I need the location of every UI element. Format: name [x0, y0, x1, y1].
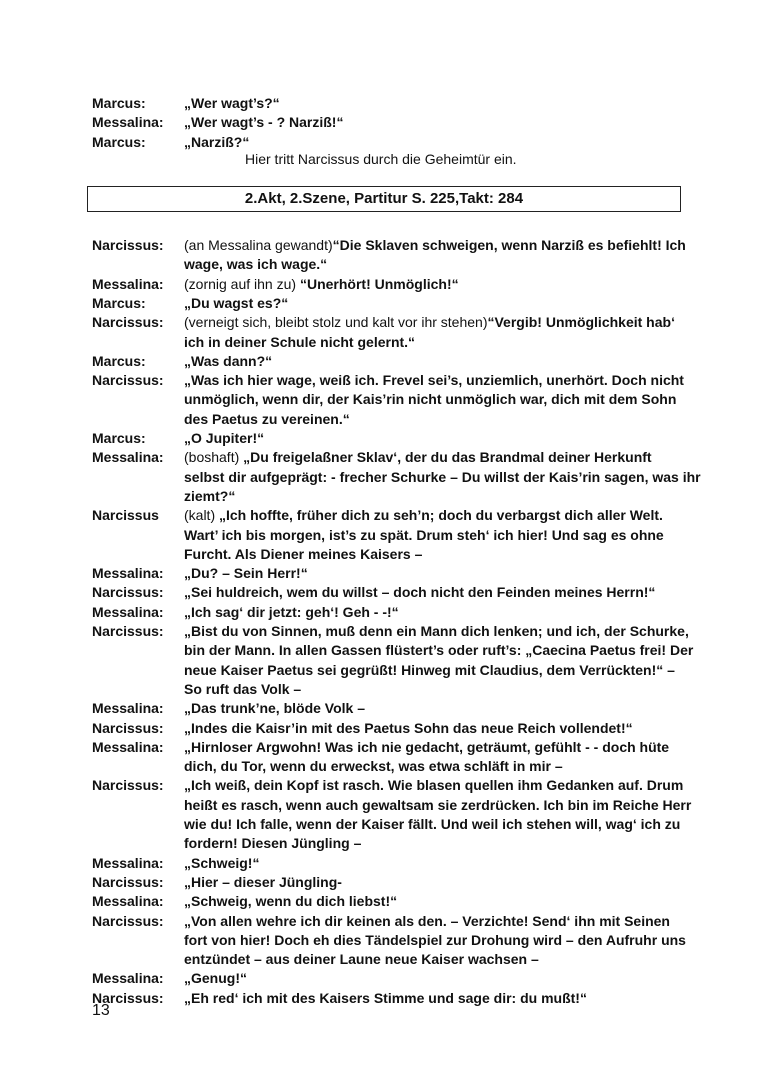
speaker-name: Narcissus:	[92, 237, 164, 253]
spoken-text: „O Jupiter!“	[184, 430, 265, 446]
spoken-text: „Eh red‘ ich mit des Kaisers Stimme und sage dir: du mußt!“	[184, 989, 587, 1006]
speaker-name: Narcissus:	[92, 719, 164, 736]
spoken-text: „Ich weiß, dein Kopf ist rasch. Wie blasen quellen ihm Gedanken auf. Drum	[184, 777, 684, 794]
spoken-text: “Die Sklaven schweigen, wenn Narziß es befiehlt! Ich	[332, 237, 686, 253]
speaker-name: Marcus:	[92, 95, 146, 111]
spoken-text: fort von hier! Doch eh dies Tändelspiel zur Drohung wird – den Aufruhr uns	[184, 931, 686, 948]
spoken-text: ziemt?“	[184, 487, 236, 504]
spoken-text: “Vergib! Unmöglichkeit hab‘	[487, 314, 675, 331]
spoken-text: „Von allen wehre ich dir keinen als den. – Verzichte! Send‘ ihn mit Seinen	[184, 912, 670, 929]
speaker-name: Narcissus:	[92, 372, 164, 389]
spoken-text: entzündet – aus deiner Laune neue Kaiser wachsen –	[184, 951, 539, 968]
speaker-name: Narcissus:	[92, 912, 164, 929]
spoken-text: neue Kaiser Paetus sei gegrüßt! Hinweg mit Claudius, dem Verrückten!“ –	[184, 661, 675, 678]
spoken-text: „Bist du von Sinnen, muß denn ein Mann dich lenken; und ich, der Schurke,	[184, 623, 689, 639]
speaker-name: Messalina:	[92, 738, 164, 755]
stage-note: (zornig auf ihn zu)	[184, 275, 300, 292]
spoken-text: „Wer wagt’s - ? Narziß!“	[184, 114, 344, 131]
spoken-text: „Genug!“	[184, 970, 247, 987]
spoken-text: dich, du Tor, wenn du erweckst, was etwa schläft in mir –	[184, 758, 563, 775]
spoken-text: fordern! Diesen Jüngling –	[184, 835, 362, 852]
spoken-text: wage, was ich wage.“	[184, 256, 328, 273]
spoken-text: bin der Mann. In allen Gassen flüstert’s oder ruft’s: „Caecina Paetus frei! Der	[184, 642, 694, 659]
spoken-text: So ruft das Volk –	[184, 680, 302, 697]
speaker-name: Narcissus:	[92, 777, 164, 794]
speaker-name: Narcissus:	[92, 314, 164, 331]
spoken-text: des Paetus zu vereinen.“	[184, 410, 350, 427]
spoken-text: Furcht. Als Diener meines Kaisers –	[184, 545, 423, 562]
speaker-name: Messalina:	[92, 970, 164, 987]
line-text	[184, 131, 249, 153]
spoken-text: „Du freigelaßner Sklav‘, der du das Brandmal deiner Herkunft	[243, 449, 652, 466]
spoken-text: wie du! Ich falle, wenn der Kaiser fällt. Und weil ich stehen will, wag‘ ich zu	[184, 816, 681, 832]
speaker-name: Marcus:	[92, 294, 146, 311]
speaker-name: Messalina:	[92, 275, 164, 292]
stage-note: (verneigt sich, bleibt stolz und kalt vor ihr stehen)	[184, 314, 488, 331]
spoken-text: „Was dann?“	[184, 352, 273, 369]
stage-direction: Hier tritt Narcissus durch die Geheimtür ein.	[245, 151, 517, 167]
speaker-name: Narcissus	[92, 507, 159, 524]
spoken-text: “Unerhört! Unmöglich!“	[299, 275, 459, 292]
speaker-name: Narcissus:	[92, 623, 164, 639]
spoken-text: „Du wagst es?“	[184, 294, 289, 311]
spoken-text: heißt es rasch, wenn auch gewaltsam sie zerdrücken. Ich bin im Reiche Herr	[184, 796, 692, 813]
speaker-name: Messalina:	[92, 565, 164, 582]
spoken-text: selbst dir aufgeprägt: - frecher Schurke – Du willst der Kais’rin sagen, was ihr	[184, 468, 701, 485]
spoken-text: „Ich hoffte, früher dich zu seh’n; doch du verbargst dich aller Welt.	[219, 507, 663, 524]
speaker-name: Messalina:	[92, 854, 164, 871]
speaker-name: Marcus:	[92, 430, 146, 446]
speaker-name: Narcissus:	[92, 873, 164, 890]
speaker-name: Messalina:	[92, 114, 164, 131]
speaker-name: Messalina:	[92, 893, 164, 910]
speaker-name: Marcus:	[92, 352, 146, 369]
spoken-text: „Was ich hier wage, weiß ich. Frevel sei’s, unziemlich, unerhört. Doch nicht	[184, 372, 684, 389]
stage-note: (boshaft)	[184, 449, 244, 466]
spoken-text: „Narziß?“	[184, 133, 250, 150]
spoken-text: „Schweig!“	[184, 854, 260, 871]
speaker-name: Narcissus:	[92, 584, 164, 601]
spoken-text: „Hirnloser Argwohn! Was ich nie gedacht, geträumt, gefühlt - - doch hüte	[184, 738, 670, 755]
speaker-name: Marcus:	[92, 133, 146, 150]
spoken-text: „Du? – Sein Herr!“	[184, 565, 308, 582]
spoken-text: „Hier – dieser Jüngling-	[184, 873, 342, 890]
spoken-text: „Indes die Kaisr’in mit des Paetus Sohn das neue Reich vollendet!“	[184, 719, 633, 736]
line-text	[184, 987, 587, 1009]
page-number: 13	[92, 1002, 110, 1019]
speaker-name: Narcissus:	[92, 989, 164, 1006]
stage-note: (kalt)	[184, 507, 219, 524]
spoken-text: ich in deiner Schule nicht gelernt.“	[184, 333, 416, 350]
speaker-name: Messalina:	[92, 603, 164, 620]
spoken-text: „Das trunk’ne, blöde Volk –	[184, 700, 366, 717]
spoken-text: unmöglich, wenn dir, der Kais’rin nicht unmöglich war, dich mit dem Sohn	[184, 391, 677, 408]
speaker-name: Messalina:	[92, 700, 164, 717]
spoken-text: „Ich sag‘ dir jetzt: geh‘! Geh - -!“	[184, 603, 399, 620]
dialogue-line	[0, 987, 768, 1009]
spoken-text: „Schweig, wenn du dich liebst!“	[184, 893, 398, 910]
spoken-text: Wart’ ich bis morgen, ist’s zu spät. Drum steh‘ ich hier! Und sag es ohne	[184, 526, 664, 543]
speaker-name: Messalina:	[92, 449, 164, 466]
spoken-text: „Wer wagt’s?“	[184, 95, 280, 111]
scene-heading: 2.Akt, 2.Szene, Partitur S. 225,Takt: 284	[87, 186, 681, 212]
stage-note: (an Messalina gewandt)	[184, 237, 333, 253]
spoken-text: „Sei huldreich, wem du willst – doch nicht den Feinden meines Herrn!“	[184, 584, 656, 601]
